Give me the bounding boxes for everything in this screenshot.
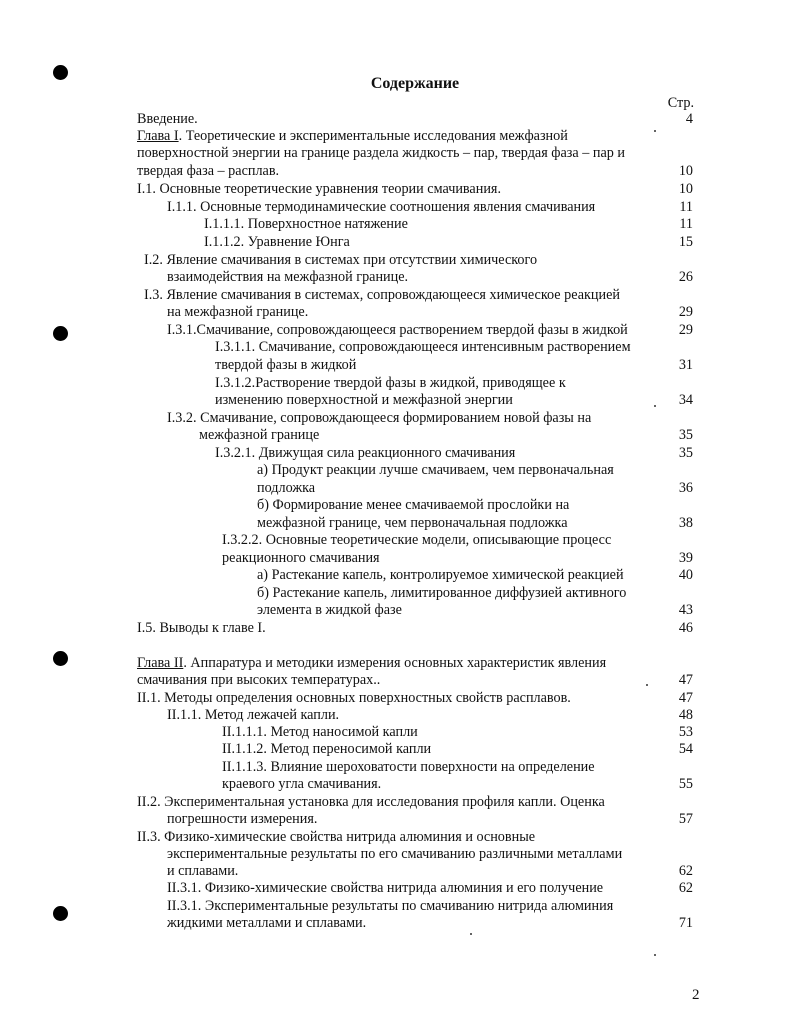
toc-entry-text: межфазной границе, чем первоначальная подложка [257, 515, 568, 531]
toc-entry-text: краевого угла смачивания. [222, 776, 382, 792]
toc-entry-text: экспериментальные результаты по его смачиванию различными металлами [167, 846, 623, 862]
toc-entry-text: I.3.2. Смачивание, сопровождающееся формированием новой фазы на [167, 410, 592, 426]
binder-hole-2 [53, 326, 68, 341]
toc-entry-text: изменению поверхностной и межфазной энергии [215, 392, 513, 408]
toc-entry-text: I.3.1.2.Растворение твердой фазы в жидкой, приводящее к [215, 375, 566, 391]
toc-chapter-heading [137, 655, 606, 672]
toc-entry-page: 53 [678, 724, 693, 740]
toc-entry-page: 26 [678, 269, 693, 285]
scan-speck [654, 130, 656, 132]
toc-entry-text: I.1.1.2. Уравнение Юнга [204, 234, 350, 250]
toc-entry-text: II.3.1. Физико-химические свойства нитрида алюминия и его получение [167, 880, 604, 896]
toc-entry-text: б) Растекание капель, лимитированное диффузией активного [257, 585, 627, 601]
toc-entry-text: I.1.1. Основные термодинамические соотношения явления смачивания [167, 199, 596, 215]
toc-chapter-heading [137, 128, 568, 145]
scan-speck [470, 933, 472, 935]
toc-entry-page: 10 [678, 181, 693, 197]
toc-entry-text: реакционного смачивания [222, 550, 380, 566]
toc-entry-page: 71 [678, 915, 693, 931]
toc-entry-page: 34 [678, 392, 693, 408]
toc-entry-text: II.3. Физико-химические свойства нитрида алюминия и основные [137, 829, 536, 845]
toc-entry-text: на межфазной границе. [167, 304, 309, 320]
page-title: Содержание [370, 75, 460, 92]
toc-entry-page: 57 [678, 811, 693, 827]
toc-entry-text: I.3.2.1. Движущая сила реакционного смачивания [215, 445, 516, 461]
toc-entry-text: I.3.1.Смачивание, сопровождающееся растворением твердой фазы в жидкой [167, 322, 628, 338]
binder-hole-4 [53, 906, 68, 921]
scan-speck [646, 684, 648, 686]
toc-entry-page: 29 [678, 304, 693, 320]
toc-entry-text: II.1.1. Метод лежачей капли. [167, 707, 340, 723]
toc-entry-page: 55 [678, 776, 693, 792]
toc-entry-text: смачивания при высоких температурах.. [137, 672, 381, 688]
toc-entry-page: 15 [678, 234, 693, 250]
toc-entry-page: 46 [678, 620, 693, 636]
toc-entry-text: Введение. [137, 111, 198, 127]
toc-entry-page: 38 [678, 515, 693, 531]
toc-entry-text: II.1.1.1. Метод наносимой капли [222, 724, 418, 740]
toc-entry-page: 36 [678, 480, 693, 496]
toc-entry-text: I.3. Явление смачивания в системах, сопровождающееся химическое реакцией [144, 287, 620, 303]
toc-entry-text: погрешности измерения. [167, 811, 318, 827]
toc-entry-page: 47 [678, 690, 693, 706]
toc-entry-text: I.1.1.1. Поверхностное натяжение [204, 216, 408, 232]
toc-entry-text: поверхностной энергии на границе раздела жидкость – пар, твердая фаза – пар и [137, 145, 625, 161]
page-column-label: Стр. [667, 95, 694, 111]
binder-hole-3 [53, 651, 68, 666]
toc-entry-page: 31 [678, 357, 693, 373]
toc-entry-page: 4 [685, 111, 693, 127]
toc-entry-text: и сплавами. [167, 863, 239, 879]
toc-entry-page: 10 [678, 163, 693, 179]
scan-speck [654, 954, 656, 956]
page-number: 2 [692, 987, 700, 1003]
toc-entry-text: а) Продукт реакции лучше смачиваем, чем первоначальная [257, 462, 614, 478]
toc-entry-text: I.3.2.2. Основные теоретические модели, описывающие процесс [222, 532, 612, 548]
toc-entry-text: I.3.1.1. Смачивание, сопровождающееся интенсивным растворением [215, 339, 631, 355]
toc-entry-page: 54 [678, 741, 693, 757]
toc-entry-page: 62 [678, 863, 693, 879]
chapter-label: Глава I [137, 128, 179, 144]
toc-entry-text: . Теоретические и экспериментальные исследования межфазной [178, 128, 568, 144]
toc-entry-page: 40 [678, 567, 693, 583]
toc-entry-text: подложка [257, 480, 316, 496]
toc-entry-page: 29 [678, 322, 693, 338]
toc-entry-text: II.1.1.3. Влияние шероховатости поверхности на определение [222, 759, 595, 775]
toc-entry-text: жидкими металлами и сплавами. [167, 915, 367, 931]
toc-entry-text: б) Формирование менее смачиваемой прослойки на [257, 497, 570, 513]
toc-entry-text: II.1. Методы определения основных поверхностных свойств расплавов. [137, 690, 571, 706]
toc-entry-page: 43 [678, 602, 693, 618]
toc-entry-text: I.1. Основные теоретические уравнения теории смачивания. [137, 181, 501, 197]
toc-entry-text: II.2. Экспериментальная установка для исследования профиля капли. Оценка [137, 794, 605, 810]
toc-entry-page: 39 [678, 550, 693, 566]
toc-entry-page: 62 [678, 880, 693, 896]
toc-entry-text: II.3.1. Экспериментальные результаты по смачиванию нитрида алюминия [167, 898, 614, 914]
toc-entry-page: 35 [678, 445, 693, 461]
toc-entry-text: взаимодействия на межфазной границе. [167, 269, 409, 285]
toc-entry-page: 35 [678, 427, 693, 443]
toc-entry-text: . Аппаратура и методики измерения основных характеристик явления [183, 655, 607, 671]
toc-entry-text: твердая фаза – расплав. [137, 163, 280, 179]
toc-entry-text: межфазной границе [199, 427, 320, 443]
toc-entry-page: 48 [678, 707, 693, 723]
toc-entry-text: элемента в жидкой фазе [257, 602, 402, 618]
toc-entry-text: I.5. Выводы к главе I. [137, 620, 266, 636]
toc-entry-text: а) Растекание капель, контролируемое химической реакцией [257, 567, 624, 583]
toc-entry-text: I.2. Явление смачивания в системах при отсутствии химического [144, 252, 538, 268]
toc-entry-text: II.1.1.2. Метод переносимой капли [222, 741, 432, 757]
scan-speck [654, 405, 656, 407]
toc-entry-page: 47 [678, 672, 693, 688]
toc-entry-page: 11 [679, 199, 693, 215]
chapter-label: Глава II [137, 655, 184, 671]
toc-entry-text: твердой фазы в жидкой [215, 357, 357, 373]
toc-entry-page: 11 [679, 216, 693, 232]
